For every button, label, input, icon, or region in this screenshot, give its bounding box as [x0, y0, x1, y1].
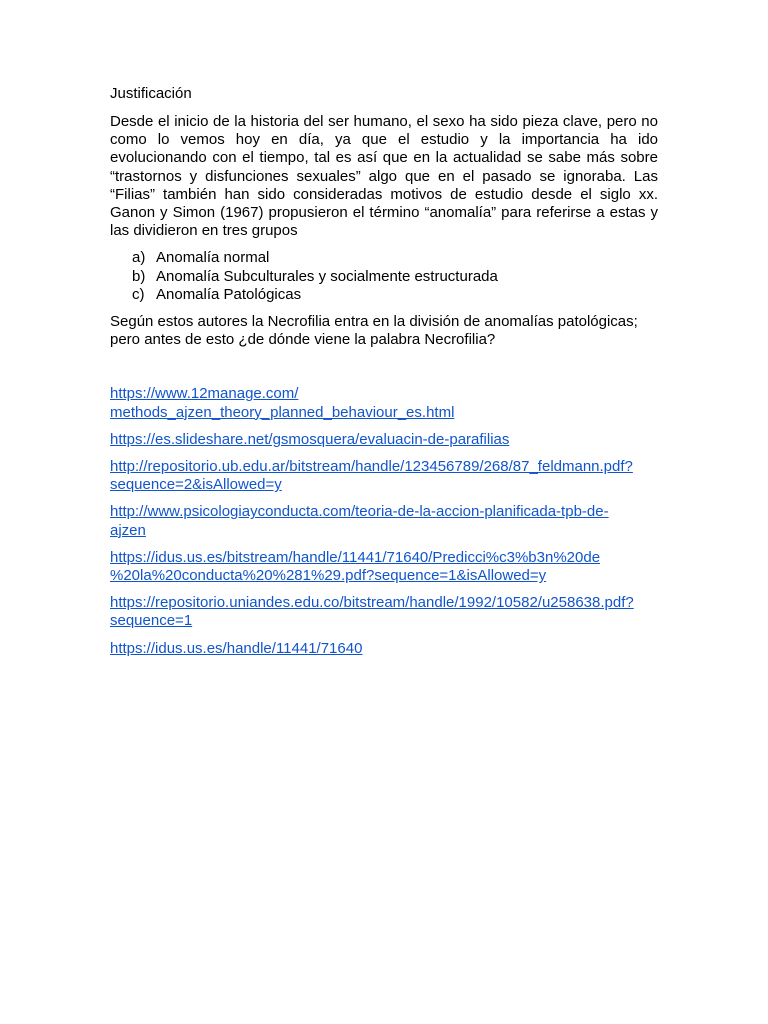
reference-link-line[interactable]: sequence=2&isAllowed=y [110, 476, 282, 494]
reference-item [110, 594, 658, 630]
reference-item [110, 385, 658, 421]
reference-item [110, 503, 658, 539]
reference-link-line[interactable]: https://es.slideshare.net/gsmosquera/evaluacin-de-parafilias [110, 430, 510, 448]
reference-item [110, 640, 658, 658]
list-marker: b) [132, 267, 146, 285]
reference-link-line[interactable]: http://repositorio.ub.edu.ar/bitstream/handle/123456789/268/87_feldmann.pdf? [110, 458, 633, 476]
reference-item [110, 458, 658, 494]
reference-link[interactable] [110, 503, 658, 539]
reference-link[interactable] [110, 640, 658, 658]
reference-item [110, 549, 658, 585]
reference-link[interactable] [110, 431, 658, 449]
reference-link-line[interactable]: https://idus.us.es/bitstream/handle/11441/71640/Predicci%c3%b3n%20de [110, 548, 601, 566]
reference-link[interactable] [110, 385, 658, 421]
reference-link-line[interactable]: %20la%20conducta%20%281%29.pdf?sequence=1&isAllowed=y [110, 567, 547, 585]
list-item [110, 268, 658, 286]
closing-line: pero antes de esto ¿de dónde viene la palabra Necrofilia? [110, 331, 496, 349]
closing-line: Según estos autores la Necrofilia entra en la división de anomalías patológicas; [110, 313, 638, 331]
reference-link-line[interactable]: ajzen [110, 521, 146, 539]
list-marker: a) [132, 249, 146, 267]
section-heading: Justificación [110, 85, 192, 102]
list-item [110, 249, 658, 267]
list-marker: c) [132, 285, 145, 303]
reference-link-line[interactable]: https://idus.us.es/handle/11441/71640 [110, 639, 363, 657]
list-item-text: Anomalía Patológicas [156, 285, 302, 303]
reference-link-line[interactable]: sequence=1 [110, 612, 193, 630]
list-item [110, 286, 658, 304]
reference-link-line[interactable]: http://www.psicologiayconducta.com/teoria-de-la-accion-planificada-tpb-de- [110, 503, 609, 521]
reference-link[interactable] [110, 458, 658, 494]
intro-paragraph: Desde el inicio de la historia del ser humano, el sexo ha sido pieza clave, pero no como lo vemos hoy en día, ya que el estudio y la importancia ha ido evolucionando con el tiempo, tal es así que en la actualidad se sabe más sobre “trastornos y disfunciones sexuales” algo que en el pasado se ignoraba. Las “Filias” también han sido consideradas motivos de estudio desde el siglo xx. Ganon y Simon (1967) propusieron el término “anomalía” para referirse a estas y las dividieron en tres grupos [110, 113, 658, 240]
reference-link[interactable] [110, 594, 658, 630]
reference-link[interactable] [110, 549, 658, 585]
list-item-text: Anomalía normal [156, 249, 270, 267]
document-page [110, 85, 658, 667]
reference-link-line[interactable]: https://repositorio.uniandes.edu.co/bitstream/handle/1992/10582/u258638.pdf? [110, 594, 634, 612]
reference-link-line[interactable]: methods_ajzen_theory_planned_behaviour_es.html [110, 403, 455, 421]
reference-links [110, 385, 658, 657]
anomaly-list [110, 249, 658, 304]
reference-link-line[interactable]: https://www.12manage.com/ [110, 385, 299, 403]
reference-item [110, 431, 658, 449]
closing-paragraph [110, 313, 658, 349]
list-item-text: Anomalía Subculturales y socialmente estructurada [156, 267, 498, 285]
